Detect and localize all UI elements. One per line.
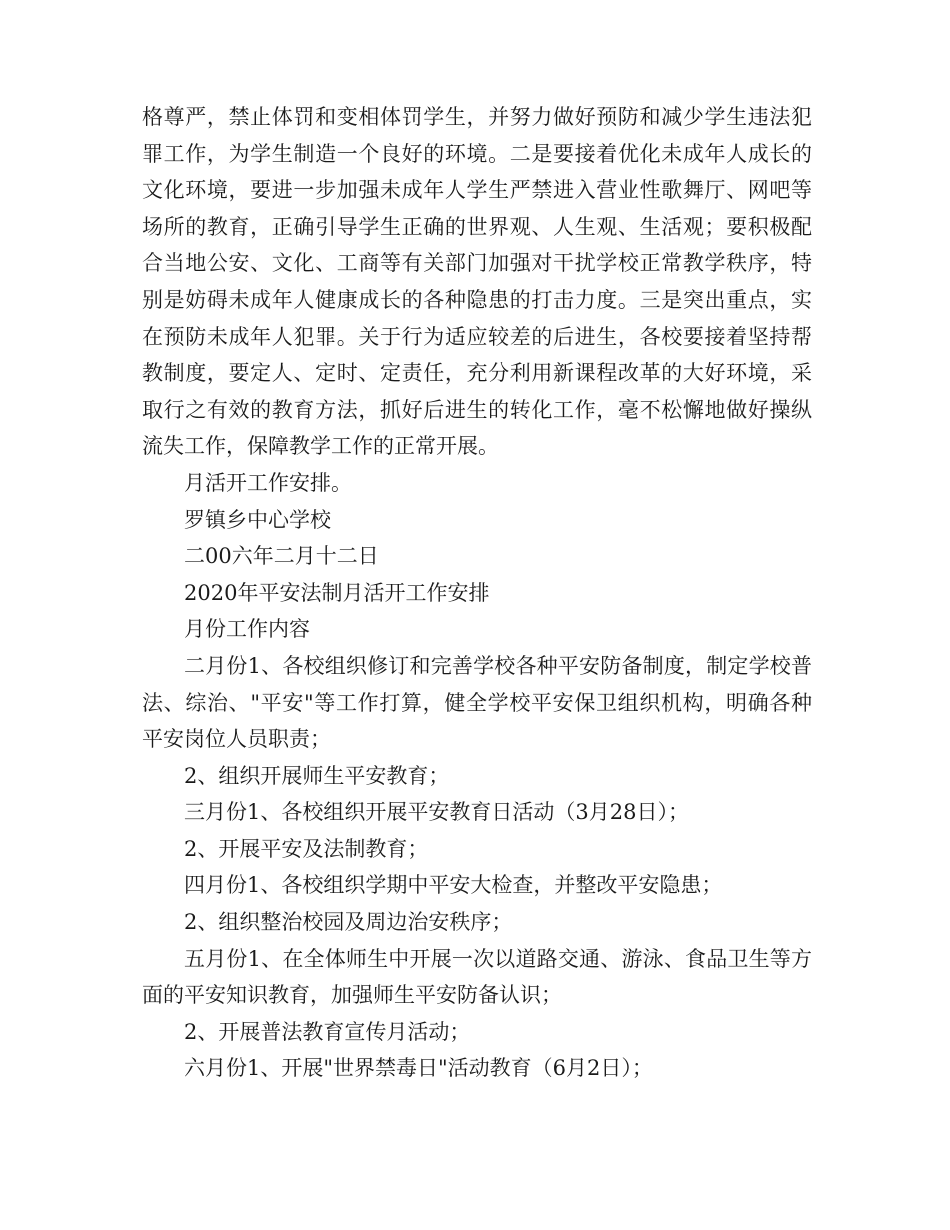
table-header-line: 月份工作内容: [184, 617, 310, 642]
plan-item-may-2: 2、开展普法教育宣传月活动；: [184, 1019, 471, 1044]
plan-item-march-2: 2、开展平安及法制教育；: [184, 836, 429, 861]
section-title: 2020年平安法制月活开工作安排: [184, 580, 490, 605]
plan-item-may-1: 五月份1、在全体师生中开展一次以道路交通、游泳、食品卫生等方面的平安知识教育，加强师生平安防备认识；: [142, 946, 812, 1008]
body-paragraph-continuation: 格尊严，禁止体罚和变相体罚学生，并努力做好预防和减少学生违法犯罪工作，为学生制造一个良好的环境。二是要接着优化未成年人成长的文化环境，要进一步加强未成年人学生严禁进入营业性歌舞厅、网吧等场所的教育，正确引导学生正确的世界观、人生观、生活观；要积极配合当地公安、文化、工商等有关部门加强对干扰学校正常教学秩序，特别是妨碍未成年人健康成长的各种隐患的打击力度。三是突出重点，实在预防未成年人犯罪。关于行为适应较差的后进生，各校要接着坚持帮教制度，要定人、定时、定责任，充分利用新课程改革的大好环境，采取行之有效的教育方法，抓好后进生的转化工作，毫不松懈地做好操纵流失工作，保障教学工作的正常开展。: [142, 105, 812, 459]
plan-item-march-1: 三月份1、各校组织开展平安教育日活动（3月28日）；: [184, 800, 689, 825]
body-paragraph-monthly-arrangement: 月活开工作安排。: [184, 470, 352, 495]
signature-school-name: 罗镇乡中心学校: [184, 507, 331, 532]
plan-item-april-1: 四月份1、各校组织学期中平安大检查，并整改平安隐患；: [184, 873, 723, 898]
plan-item-february-1: 二月份1、各校组织修订和完善学校各种平安防备制度，制定学校普法、综治、"平安"等工作打算，健全学校平安保卫组织机构，明确各种平安岗位人员职责；: [142, 653, 812, 752]
document-body: [142, 99, 812, 1087]
plan-item-june-1: 六月份1、开展"世界禁毒日"活动教育（6月2日）；: [184, 1056, 653, 1081]
plan-item-february-2: 2、组织开展师生平安教育；: [184, 763, 450, 788]
signature-date: 二00六年二月十二日: [184, 544, 379, 569]
plan-item-april-2: 2、组织整治校园及周边治安秩序；: [184, 910, 513, 935]
